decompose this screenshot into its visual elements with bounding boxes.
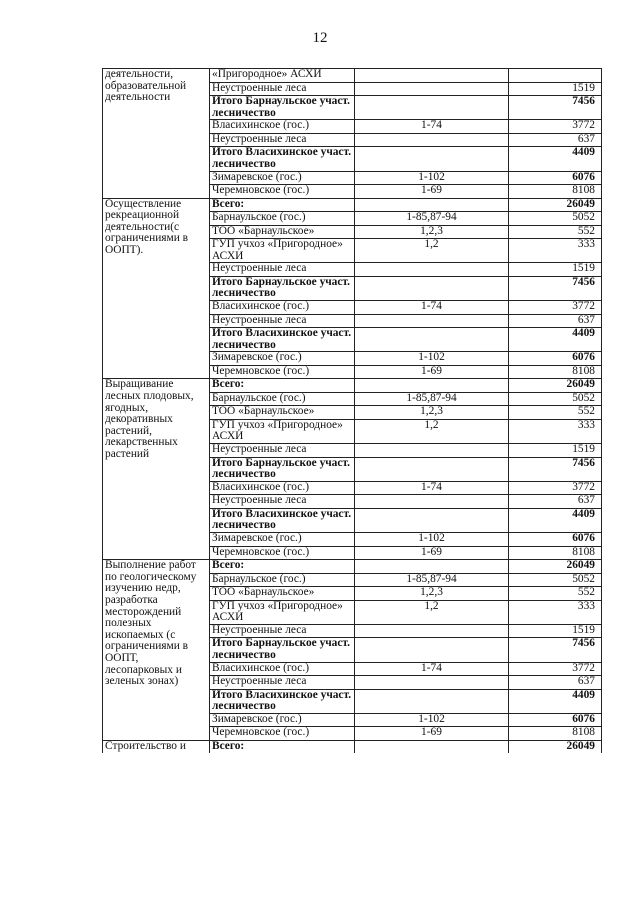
forestry-name-cell: Итого Барнаульское участ. лесничество xyxy=(210,96,355,120)
quarter-numbers-cell: 1,2,3 xyxy=(355,587,509,601)
quarter-numbers-cell: 1-74 xyxy=(355,301,509,315)
area-cell: 26049 xyxy=(509,740,602,753)
area-cell: 5052 xyxy=(509,392,602,406)
quarter-numbers-cell xyxy=(355,69,509,83)
area-cell: 3772 xyxy=(509,120,602,134)
area-cell: 5052 xyxy=(509,212,602,226)
table-row xyxy=(103,740,602,753)
area-cell: 8108 xyxy=(509,727,602,741)
quarter-numbers-cell: 1-74 xyxy=(355,662,509,676)
forestry-name-cell: Итого Власихинское участ. лесничество xyxy=(210,328,355,352)
quarter-numbers-cell xyxy=(355,147,509,171)
forestry-name-cell: «Пригородное» АСХИ xyxy=(210,69,355,83)
forestry-name-cell: Итого Барнаульское участ. лесничество xyxy=(210,638,355,662)
area-cell: 552 xyxy=(509,406,602,420)
area-cell xyxy=(509,69,602,83)
forestry-name-cell: Власихинское (гос.) xyxy=(210,662,355,676)
forestry-name-cell: Всего: xyxy=(210,560,355,574)
quarter-numbers-cell: 1-102 xyxy=(355,713,509,727)
forestry-name-cell: Черемновское (гос.) xyxy=(210,365,355,379)
quarter-numbers-cell xyxy=(355,314,509,328)
table-row xyxy=(103,379,602,393)
quarter-numbers-cell: 1-69 xyxy=(355,185,509,199)
quarter-numbers-cell xyxy=(355,495,509,509)
area-cell: 333 xyxy=(509,239,602,263)
activity-cell: Осуществление рекреационной деятельности(с ограничениями в ООПТ). xyxy=(103,198,210,379)
area-cell: 637 xyxy=(509,314,602,328)
quarter-numbers-cell: 1-74 xyxy=(355,120,509,134)
forestry-name-cell: Зимаревское (гос.) xyxy=(210,352,355,366)
forestry-name-cell: Власихинское (гос.) xyxy=(210,481,355,495)
forestry-name-cell: Неустроенные леса xyxy=(210,676,355,690)
forestry-name-cell: Барнаульское (гос.) xyxy=(210,392,355,406)
forestry-name-cell: ГУП учхоз «Пригородное» АСХИ xyxy=(210,419,355,443)
area-cell: 26049 xyxy=(509,198,602,212)
forestry-name-cell: Власихинское (гос.) xyxy=(210,120,355,134)
quarter-numbers-cell: 1-74 xyxy=(355,481,509,495)
forestry-name-cell: Итого Власихинское участ. лесничество xyxy=(210,689,355,713)
forestry-name-cell: Неустроенные леса xyxy=(210,495,355,509)
quarter-numbers-cell xyxy=(355,740,509,753)
quarter-numbers-cell: 1,2,3 xyxy=(355,225,509,239)
quarter-numbers-cell: 1-85,87-94 xyxy=(355,212,509,226)
forestry-name-cell: Всего: xyxy=(210,198,355,212)
activity-cell: Выращивание лесных плодовых, ягодных, декоративных растений, лекарственных растений xyxy=(103,379,210,560)
table-row xyxy=(103,198,602,212)
area-cell: 1519 xyxy=(509,444,602,458)
area-cell: 7456 xyxy=(509,638,602,662)
forestry-name-cell: Барнаульское (гос.) xyxy=(210,212,355,226)
forestry-name-cell: Зимаревское (гос.) xyxy=(210,171,355,185)
area-cell: 8108 xyxy=(509,185,602,199)
area-cell: 26049 xyxy=(509,560,602,574)
table-row xyxy=(103,560,602,574)
forestry-name-cell: Неустроенные леса xyxy=(210,133,355,147)
quarter-numbers-cell: 1-85,87-94 xyxy=(355,392,509,406)
quarter-numbers-cell: 1,2 xyxy=(355,600,509,624)
page-number: 12 xyxy=(312,30,328,46)
area-cell: 637 xyxy=(509,133,602,147)
area-cell: 8108 xyxy=(509,546,602,560)
area-cell: 3772 xyxy=(509,662,602,676)
area-cell: 5052 xyxy=(509,573,602,587)
table-body xyxy=(103,69,602,754)
quarter-numbers-cell xyxy=(355,508,509,532)
quarter-numbers-cell xyxy=(355,624,509,638)
quarter-numbers-cell xyxy=(355,560,509,574)
forestry-name-cell: Власихинское (гос.) xyxy=(210,301,355,315)
activity-cell: Строительство и xyxy=(103,740,210,753)
quarter-numbers-cell xyxy=(355,133,509,147)
forestry-name-cell: ГУП учхоз «Пригородное» АСХИ xyxy=(210,239,355,263)
quarter-numbers-cell: 1-102 xyxy=(355,533,509,547)
quarter-numbers-cell: 1-69 xyxy=(355,727,509,741)
area-cell: 1519 xyxy=(509,82,602,96)
area-cell: 4409 xyxy=(509,689,602,713)
forestry-name-cell: Неустроенные леса xyxy=(210,624,355,638)
quarter-numbers-cell: 1-85,87-94 xyxy=(355,573,509,587)
area-cell: 4409 xyxy=(509,147,602,171)
quarter-numbers-cell: 1,2,3 xyxy=(355,406,509,420)
area-cell: 7456 xyxy=(509,457,602,481)
table-row xyxy=(103,69,602,83)
quarter-numbers-cell: 1-69 xyxy=(355,546,509,560)
quarter-numbers-cell: 1-69 xyxy=(355,365,509,379)
quarter-numbers-cell: 1-102 xyxy=(355,171,509,185)
quarter-numbers-cell xyxy=(355,263,509,277)
area-cell: 637 xyxy=(509,495,602,509)
quarter-numbers-cell xyxy=(355,96,509,120)
activity-cell: Выполнение работ по геологическому изучению недр, разработка месторождений полезных ископаемых (с ограничениями в ООПТ, лесопарковых и зеленых зонах) xyxy=(103,560,210,741)
forestry-name-cell: Черемновское (гос.) xyxy=(210,185,355,199)
quarter-numbers-cell xyxy=(355,689,509,713)
quarter-numbers-cell xyxy=(355,328,509,352)
forestry-name-cell: Неустроенные леса xyxy=(210,444,355,458)
quarter-numbers-cell xyxy=(355,379,509,393)
area-cell: 6076 xyxy=(509,713,602,727)
forestry-name-cell: Всего: xyxy=(210,740,355,753)
area-cell: 7456 xyxy=(509,96,602,120)
quarter-numbers-cell xyxy=(355,676,509,690)
area-cell: 7456 xyxy=(509,276,602,300)
area-cell: 3772 xyxy=(509,481,602,495)
quarter-numbers-cell xyxy=(355,444,509,458)
area-cell: 4409 xyxy=(509,508,602,532)
forestry-name-cell: Черемновское (гос.) xyxy=(210,546,355,560)
forestry-name-cell: ТОО «Барнаульское» xyxy=(210,587,355,601)
quarter-numbers-cell xyxy=(355,82,509,96)
area-cell: 552 xyxy=(509,587,602,601)
area-cell: 6076 xyxy=(509,171,602,185)
forestry-name-cell: ГУП учхоз «Пригородное» АСХИ xyxy=(210,600,355,624)
area-cell: 333 xyxy=(509,600,602,624)
quarter-numbers-cell xyxy=(355,457,509,481)
area-cell: 26049 xyxy=(509,379,602,393)
area-cell: 552 xyxy=(509,225,602,239)
forestry-name-cell: Неустроенные леса xyxy=(210,263,355,277)
area-cell: 333 xyxy=(509,419,602,443)
forestry-name-cell: Всего: xyxy=(210,379,355,393)
forestry-name-cell: Итого Власихинское участ. лесничество xyxy=(210,508,355,532)
forestry-name-cell: Неустроенные леса xyxy=(210,314,355,328)
forestry-name-cell: Черемновское (гос.) xyxy=(210,727,355,741)
area-cell: 8108 xyxy=(509,365,602,379)
quarter-numbers-cell xyxy=(355,198,509,212)
forestry-name-cell: Зимаревское (гос.) xyxy=(210,533,355,547)
forestry-name-cell: Итого Барнаульское участ. лесничество xyxy=(210,276,355,300)
area-cell: 1519 xyxy=(509,263,602,277)
forestry-name-cell: ТОО «Барнаульское» xyxy=(210,225,355,239)
area-cell: 4409 xyxy=(509,328,602,352)
forestry-name-cell: Итого Барнаульское участ. лесничество xyxy=(210,457,355,481)
quarter-numbers-cell: 1,2 xyxy=(355,419,509,443)
forestry-name-cell: ТОО «Барнаульское» xyxy=(210,406,355,420)
forestry-name-cell: Итого Власихинское участ. лесничество xyxy=(210,147,355,171)
area-cell: 6076 xyxy=(509,352,602,366)
area-cell: 3772 xyxy=(509,301,602,315)
quarter-numbers-cell: 1,2 xyxy=(355,239,509,263)
area-cell: 6076 xyxy=(509,533,602,547)
quarter-numbers-cell xyxy=(355,638,509,662)
forestry-name-cell: Барнаульское (гос.) xyxy=(210,573,355,587)
quarter-numbers-cell xyxy=(355,276,509,300)
forestry-name-cell: Зимаревское (гос.) xyxy=(210,713,355,727)
area-cell: 637 xyxy=(509,676,602,690)
forest-usage-table xyxy=(102,68,602,753)
forestry-name-cell: Неустроенные леса xyxy=(210,82,355,96)
quarter-numbers-cell: 1-102 xyxy=(355,352,509,366)
activity-cell: деятельности, образовательной деятельности xyxy=(103,69,210,199)
area-cell: 1519 xyxy=(509,624,602,638)
